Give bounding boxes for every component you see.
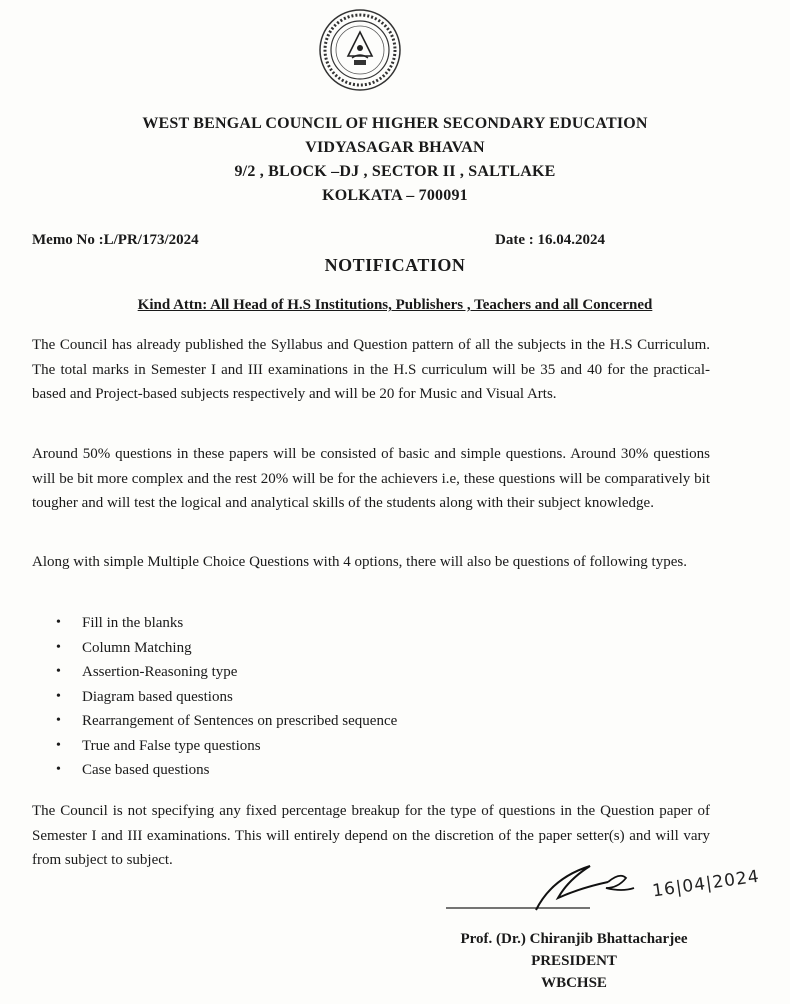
council-seal-icon bbox=[318, 8, 402, 92]
street-address: 9/2 , BLOCK –DJ , SECTOR II , SALTLAKE bbox=[234, 163, 556, 180]
signature-date: 16|04|2024 bbox=[651, 866, 761, 902]
council-name: WEST BENGAL COUNCIL OF HIGHER SECONDARY EDUCATION bbox=[142, 115, 648, 132]
bullet-icon: • bbox=[56, 688, 61, 704]
list-item: • Column Matching bbox=[56, 636, 397, 661]
list-item: • Case based questions bbox=[56, 758, 397, 783]
council-header bbox=[60, 112, 730, 208]
paragraph-difficulty: Around 50% questions in these papers will be consisted of basic and simple questions. Around 30% questions will be bit more complex and the rest 20% will be for the achievers i.e, these questions will be comparatively bit tougher and will test the logical and analytical skills of the students along with their subject knowledge. bbox=[32, 446, 710, 511]
page-title: NOTIFICATION bbox=[324, 255, 466, 275]
signatory-name: Prof. (Dr.) Chiranjib Bhattacharjee bbox=[460, 931, 688, 947]
list-item: • True and False type questions bbox=[56, 734, 397, 759]
paragraph-syllabus: The Council has already published the Syllabus and Question pattern of all the subjects in the H.S Curriculum. The total marks in Semester I and III examinations in the H.S curriculum will be 35 and 40 for the practical-based and Project-based subjects respectively and will be 20 for Music and Visual Arts. bbox=[32, 337, 710, 402]
city-address: KOLKATA – 700091 bbox=[322, 187, 468, 204]
memo-number: Memo No :L/PR/173/2024 bbox=[32, 232, 199, 248]
attention-line: Kind Attn: All Head of H.S Institutions, Publishers , Teachers and all Concerned bbox=[137, 297, 653, 313]
bullet-icon: • bbox=[56, 737, 61, 753]
list-item: • Rearrangement of Sentences on prescribed sequence bbox=[56, 709, 397, 734]
bullet-icon: • bbox=[56, 762, 61, 777]
paragraph-breakup: The Council is not specifying any fixed percentage breakup for the type of questions in the Question paper of Semester I and III examinations. This will entirely depend on the discretion of the paper setter(s) and will vary from subject to subject. bbox=[32, 803, 710, 868]
bullet-icon: • bbox=[56, 639, 61, 655]
bullet-icon: • bbox=[56, 713, 61, 728]
bullet-icon: • bbox=[56, 664, 61, 679]
signatory-organization: WBCHSE bbox=[541, 975, 607, 991]
signatory-designation: PRESIDENT bbox=[531, 953, 617, 969]
list-item: • Fill in the blanks bbox=[56, 611, 397, 636]
question-type-list bbox=[56, 611, 397, 783]
building-name: VIDYASAGAR BHAVAN bbox=[305, 139, 485, 156]
list-item: • Assertion-Reasoning type bbox=[56, 660, 397, 685]
memo-date: Date : 16.04.2024 bbox=[495, 232, 605, 248]
bullet-icon: • bbox=[56, 615, 61, 630]
paragraph-question-types: Along with simple Multiple Choice Questions with 4 options, there will also be questions of following types. bbox=[32, 554, 687, 570]
list-item: • Diagram based questions bbox=[56, 685, 397, 710]
